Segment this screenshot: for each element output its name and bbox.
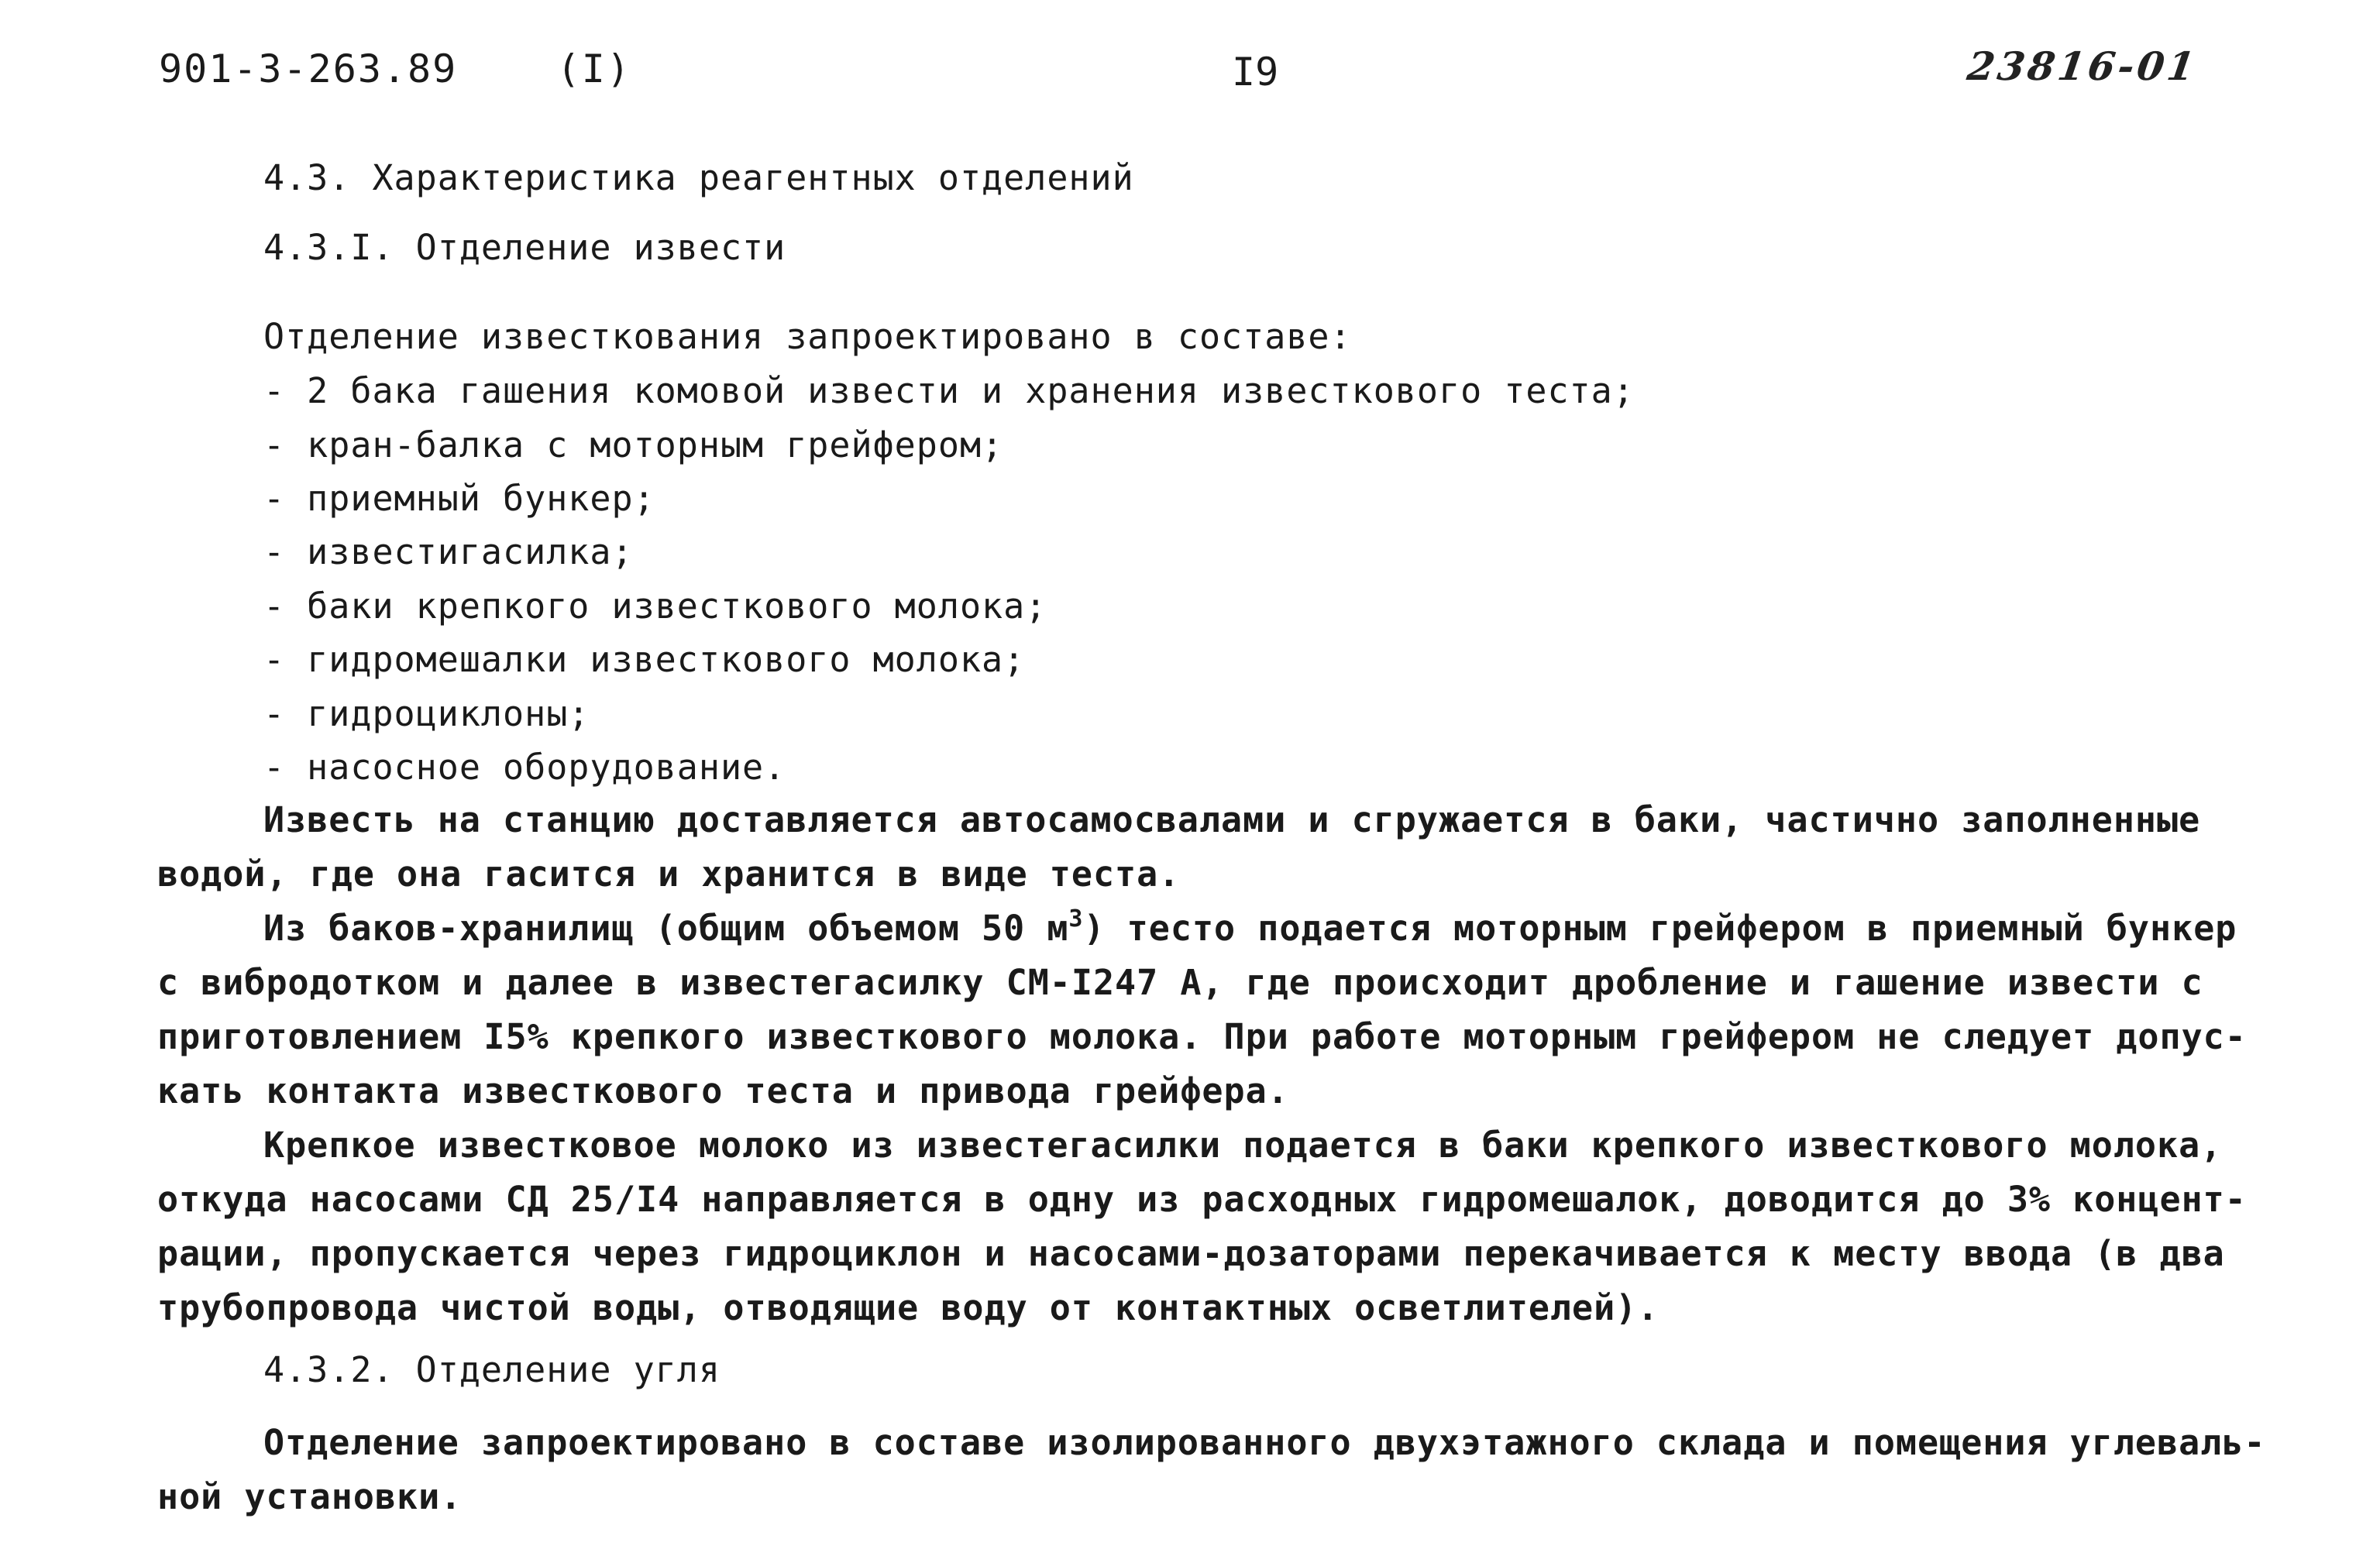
superscript: 3 [1068,905,1084,933]
paragraph-line: откуда насосами СД 25/I4 направляется в одну из расходных гидромешалок, доводится до 3% концент- [157,1179,2247,1220]
list-item: - насосное оборудование. [263,747,786,788]
paragraph-text: ) тесто подается моторным грейфером в приемный бункер [1083,908,2237,949]
paragraph-line: ной установки. [157,1476,463,1517]
section-heading: 4.3. Характеристика реагентных отделений [263,157,1134,198]
paragraph-line: трубопровода чистой воды, отводящие воду от контактных осветлителей). [157,1287,1659,1328]
document-code-number: 901-3-263.89 [159,46,458,91]
list-item: - баки крепкого известкового молока; [263,586,1047,627]
paragraph-line: с вибродотком и далее в известегасилку СМ-I247 А, где происходит дробление и гашение извести с [157,962,2203,1003]
list-item: - гидромешалки известкового молока; [263,639,1026,680]
intro-text: Отделение известкования запроектировано в составе: [263,316,1352,357]
subsection-heading-lime: 4.3.I. Отделение извести [263,227,786,268]
list-item: - гидроциклоны; [263,693,590,734]
list-item: - 2 бака гашения комовой извести и хранения известкового теста; [263,370,1635,411]
paragraph-text: Из баков-хранилищ (общим объемом 50 м [263,908,1069,949]
paragraph-line: приготовлением I5% крепкого известкового молока. При работе моторным грейфером не следует допус- [157,1016,2247,1057]
paragraph-line: Отделение запроектировано в составе изолированного двухэтажного склада и помещения углеваль- [263,1422,2266,1463]
paragraph-line [263,905,2237,949]
page-number: I9 [1232,50,1279,94]
paragraph-line: Известь на станцию доставляется автосамосвалами и сгружается в баки, частично заполненные [263,799,2201,840]
paragraph-line: кать контакта известкового теста и привода грейфера. [157,1070,1289,1111]
list-item: - известигасилка; [263,531,634,572]
inventory-number: 23816-01 [1964,43,2201,89]
list-item: - кран-балка с моторным грейфером; [263,424,1004,465]
paragraph-line: водой, где она гасится и хранится в виде теста. [157,854,1181,895]
document-part: (I) [556,46,631,91]
document-code [159,46,631,91]
paragraph-line: Крепкое известковое молоко из известегасилки подается в баки крепкого известкового молока, [263,1125,2223,1166]
paragraph-line: рации, пропускается через гидроциклон и насосами-дозаторами перекачивается к месту ввода (в два [157,1233,2225,1274]
list-item: - приемный бункер; [263,478,655,519]
subsection-heading-coal: 4.3.2. Отделение угля [263,1349,721,1390]
